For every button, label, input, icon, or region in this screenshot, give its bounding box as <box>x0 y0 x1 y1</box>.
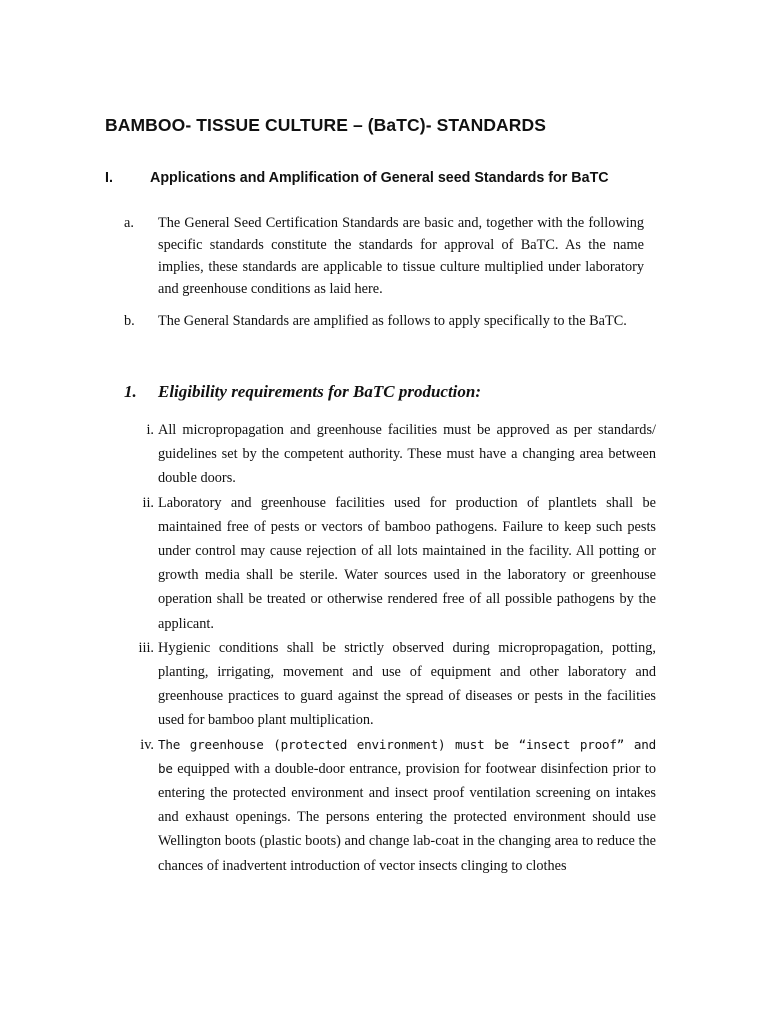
paragraph-text: The General Standards are amplified as follows to apply specifically to the BaTC. <box>158 313 627 329</box>
list-item-numeral: iii. <box>138 639 154 656</box>
paragraph-b <box>124 310 644 332</box>
list-item <box>110 636 656 733</box>
list-item-numeral: iv. <box>140 736 154 753</box>
list-item-lead-text: The greenhouse (protected environment) must be “insect proof” and be <box>158 736 656 776</box>
list-item-text <box>158 733 656 878</box>
list-item-numeral: ii. <box>142 494 154 511</box>
list-item-rest-text: equipped with a double-door entrance, provision for footwear disinfection prior to entering the protected environment and insect proof ventilation screening on intakes and exhaust openings. The persons entering the protected environment should use Wellington boots (plastic boots) and change lab-coat in the changing area to reduce the chances of inadvertent introduction of vector insects clinging to clothes <box>158 760 656 874</box>
list-item <box>110 733 656 878</box>
list-item-text: Hygienic conditions shall be strictly observed during micropropagation, potting, planting, irrigating, movement and use of equipment and other laboratory and greenhouse practices to guard against the spread of diseases or pests in the facilities used for bamboo plant multiplication. <box>158 639 656 729</box>
paragraph-marker: b. <box>124 313 135 329</box>
list-item <box>110 491 656 636</box>
list-item-numeral: i. <box>146 422 154 438</box>
document-title: BAMBOO- TISSUE CULTURE – (BaTC)- STANDARDS <box>105 115 547 135</box>
paragraph-a <box>124 212 644 300</box>
list-item <box>110 418 656 491</box>
section-heading-text: Applications and Amplification of General seed Standards for BaTC <box>150 170 609 186</box>
list-item-text: All micropropagation and greenhouse facilities must be approved as per standards/ guidelines set by the competent authority. These must have a changing area between double doors. <box>158 422 656 487</box>
section-number: I. <box>105 170 113 186</box>
paragraph-text: The General Seed Certification Standards are basic and, together with the following specific standards constitute the standards for approval of BaTC. As the name implies, these standards are applicable to tissue culture multiplied under laboratory and greenhouse conditions as laid here. <box>158 215 644 297</box>
list-item-text: Laboratory and greenhouse facilities used for production of plantlets shall be maintained free of pests or vectors of bamboo pathogens. Failure to keep such pests under control may cause rejection of all lots maintained in the facility. All potting or growth media shall be sterile. Water sources used in the laboratory or greenhouse operation shall be treated or otherwise rendered free of all possible pathogens by the applicant. <box>158 494 656 632</box>
paragraph-marker: a. <box>124 215 134 231</box>
subsection-number: 1. <box>124 382 137 401</box>
requirements-list <box>110 418 656 878</box>
subsection-heading-text: Eligibility requirements for BaTC production: <box>158 382 482 401</box>
